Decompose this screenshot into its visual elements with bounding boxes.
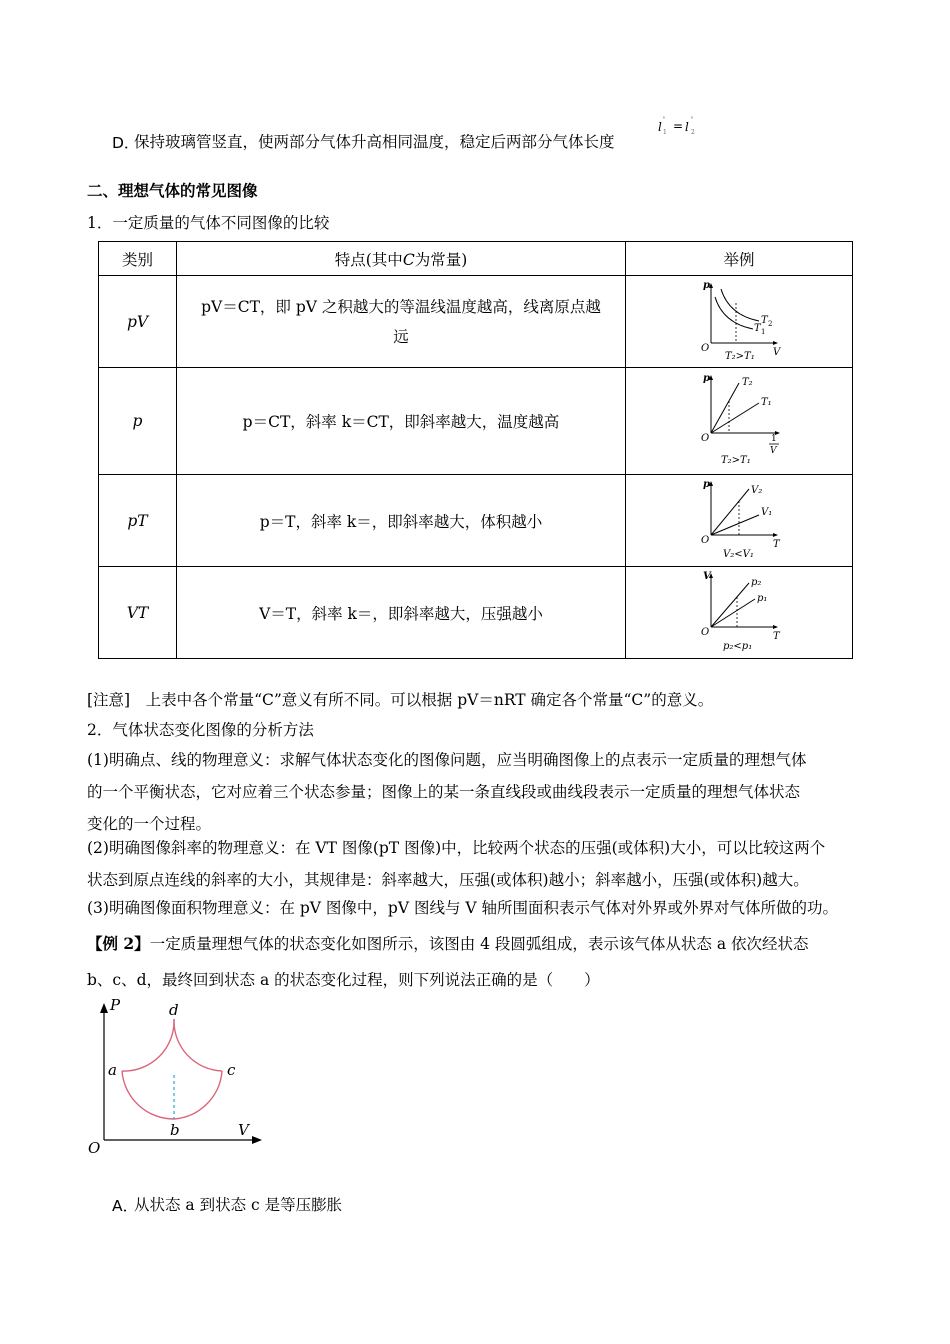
pv-isotherm-graph xyxy=(689,279,789,361)
table-row xyxy=(99,368,853,475)
svg-text:V₂<V₁: V₂<V₁ xyxy=(723,548,754,560)
row-feature: p＝T，斜率 k＝，即斜率越大，体积越小 xyxy=(177,475,626,567)
formula-prime1: ' xyxy=(663,116,665,124)
paragraph-3: (3)明确图像面积物理意义：在 pV 图像中，pV 图线与 V 轴所围面积表示气体对外界或外界对气体所做的功。 xyxy=(87,899,839,917)
option-a-label: A． xyxy=(112,1197,139,1215)
option-d-label: D． xyxy=(112,134,140,152)
svg-text:T₂: T₂ xyxy=(742,377,753,388)
example-line1: 【例 2】一定质量理想气体的状态变化如图所示，该图由 4 段圆弧组成，表示该气体从状态 a 依次经状态 xyxy=(87,934,809,953)
svg-text:V: V xyxy=(238,1121,249,1139)
formula-prime2: ' xyxy=(691,116,693,124)
table-header-row xyxy=(99,242,853,276)
arc-d-c xyxy=(174,1019,222,1071)
paragraph-2: (2)明确图像斜率的物理意义：在 VT 图像(pT 图像)中，比较两个状态的压强(或体积)大小，可以比较这两个 状态到原点连线的斜率的大小，其规律是：斜率越大，压强(或体积)越小；斜率越小，压强(或体积)越大。 xyxy=(87,839,826,889)
option-d-formula xyxy=(655,114,703,140)
section-heading: 二、理想气体的常见图像 xyxy=(87,181,258,200)
vt-isobar-graph xyxy=(689,569,789,653)
svg-text:T: T xyxy=(754,322,761,334)
svg-text:T₂>T₁: T₂>T₁ xyxy=(725,350,755,361)
row-example xyxy=(626,368,853,475)
table-row xyxy=(99,475,853,567)
row-category: VT xyxy=(99,567,177,659)
svg-text:T: T xyxy=(773,630,780,642)
svg-text:V: V xyxy=(770,446,777,456)
svg-text:O: O xyxy=(701,433,710,444)
svg-text:1: 1 xyxy=(761,327,766,336)
svg-text:O: O xyxy=(701,534,710,546)
svg-text:p₂<p₁: p₂<p₁ xyxy=(723,640,753,652)
svg-text:V: V xyxy=(703,570,711,582)
svg-text:1: 1 xyxy=(771,434,777,444)
arc-a-b xyxy=(122,1071,174,1119)
svg-text:p: p xyxy=(703,279,710,291)
arc-a-d xyxy=(122,1019,174,1071)
svg-text:T: T xyxy=(761,314,768,326)
svg-text:T₁: T₁ xyxy=(761,397,772,408)
row-feature: pV＝CT，即 pV 之积越大的等温线温度越高，线离原点越 远 xyxy=(177,276,626,368)
header-category: 类别 xyxy=(99,242,177,276)
svg-text:b: b xyxy=(170,1121,180,1139)
svg-text:p₁: p₁ xyxy=(757,592,768,604)
item2-heading: 2．气体状态变化图像的分析方法 xyxy=(87,721,314,739)
row-example xyxy=(626,475,853,567)
svg-text:P: P xyxy=(110,996,121,1014)
svg-text:p₂: p₂ xyxy=(751,576,762,588)
svg-text:p: p xyxy=(703,373,710,384)
arc-b-c xyxy=(174,1071,222,1119)
svg-text:V₂: V₂ xyxy=(751,484,763,496)
note: [注意] 上表中各个常量“C”意义有所不同。可以根据 pV＝nRT 确定各个常量“C”的意义。 xyxy=(87,691,714,709)
svg-text:O: O xyxy=(701,342,710,354)
row-feature: p＝CT，斜率 k＝CT，即斜率越大，温度越高 xyxy=(177,368,626,475)
svg-text:T: T xyxy=(773,538,780,550)
row-category: pV xyxy=(99,276,177,368)
row-category: p xyxy=(99,368,177,475)
svg-text:O: O xyxy=(701,626,710,638)
header-example: 举例 xyxy=(626,242,853,276)
table-row xyxy=(99,567,853,659)
p-inverse-v-graph xyxy=(689,371,789,467)
row-category: pT xyxy=(99,475,177,567)
pt-isochore-graph xyxy=(689,477,789,561)
svg-text:V: V xyxy=(773,346,781,358)
formula-eq: = xyxy=(673,119,684,133)
formula-l2: l xyxy=(685,120,689,134)
state-cycle-figure xyxy=(80,995,270,1160)
row-feature: V＝T，斜率 k＝，即斜率越大，压强越小 xyxy=(177,567,626,659)
row-example xyxy=(626,276,853,368)
svg-text:T₂>T₁: T₂>T₁ xyxy=(721,455,751,466)
header-feature: 特点(其中C为常量) xyxy=(177,242,626,276)
comparison-table xyxy=(98,241,853,659)
table-row xyxy=(99,276,853,368)
svg-text:p: p xyxy=(703,478,710,490)
paragraph-1: (1)明确点、线的物理意义：求解气体状态变化的图像问题，应当明确图像上的点表示一定质量的理想气体 的一个平衡状态，它对应着三个状态参量；图像上的某一条直线段或曲线段表示一定质量的理想气体状态 变化的一个过程。 xyxy=(87,751,807,833)
formula-sub2: 2 xyxy=(691,129,695,136)
example-line2: b、c、d，最终回到状态 a 的状态变化过程，则下列说法正确的是（ ） xyxy=(87,971,600,989)
formula-l1: l xyxy=(658,120,662,134)
svg-text:a: a xyxy=(108,1061,117,1079)
svg-text:2: 2 xyxy=(768,319,773,328)
svg-text:V₁: V₁ xyxy=(761,506,773,518)
option-d-text: 保持玻璃管竖直，使两部分气体升高相同温度，稳定后两部分气体长度 xyxy=(134,133,615,151)
svg-text:c: c xyxy=(227,1061,236,1079)
formula-sub1: 1 xyxy=(663,129,667,136)
svg-text:d: d xyxy=(169,1001,179,1019)
item1-heading: 1．一定质量的气体不同图像的比较 xyxy=(87,214,330,232)
svg-text:O: O xyxy=(88,1139,101,1157)
option-a-text: 从状态 a 到状态 c 是等压膨胀 xyxy=(134,1196,343,1214)
row-example xyxy=(626,567,853,659)
